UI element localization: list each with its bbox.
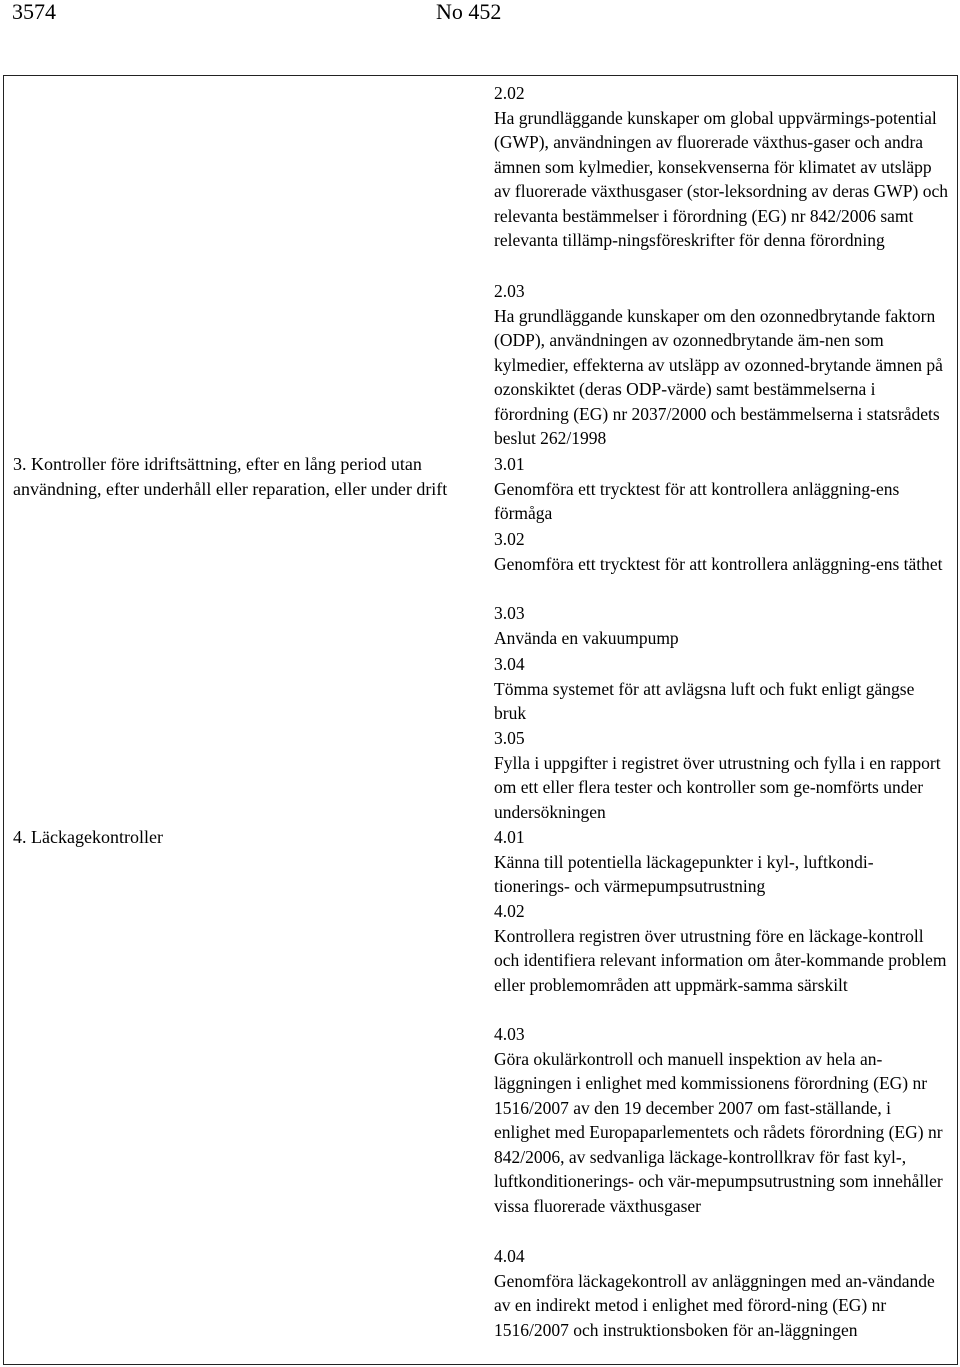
item-code: 3.01 [494,454,525,474]
item-3-02 [494,527,949,576]
section-4-title: 4. Läckagekontroller [13,827,163,847]
item-code: 2.02 [494,83,525,103]
item-4-02 [494,899,949,997]
item-text: Ha grundläggande kunskaper om global uppvärmings-potential (GWP), användningen av fluorerade växthus-gaser och andra ämnen som kylmedier, konsekvenserna för klimatet av utsläpp av fluorerade växthusgaser (stor-leksordning av deras GWP) och relevanta bestämmelser i förordning (EG) nr 842/2006 samt relevanta tillämp-ningsföreskrifter för denna förordning [494,107,949,250]
item-4-04 [494,1244,949,1342]
item-text: Använda en vakuumpump [494,627,679,648]
section-3-title: 3. Kontroller före idriftsättning, efter en lång period utan användning, efter underhåll eller reparation, eller under drift [13,454,448,499]
page-header [0,0,960,40]
item-3-03 [494,601,949,650]
item-code: 2.03 [494,281,525,301]
item-code: 4.02 [494,901,525,921]
item-2-02 [494,81,949,253]
page-number: 3574 [12,0,56,24]
item-text: Genomföra ett trycktest för att kontrollera anläggning-ens täthet [494,553,943,574]
item-text: Fylla i uppgifter i registret över utrustning och fylla i en rapport om ett eller flera tester och kontroller som ge-nomförts under undersökningen [494,752,941,822]
item-text: Kontrollera registren över utrustning före en läckage-kontroll och identifiera relevant information om åter-kommande problem eller problemområden att uppmärk-samma särskilt [494,925,947,995]
item-code: 3.05 [494,728,525,748]
item-code: 4.03 [494,1024,525,1044]
item-4-03 [494,1022,949,1218]
item-2-03 [494,279,949,451]
item-code: 4.01 [494,827,525,847]
item-text: Tömma systemet för att avlägsna luft och fukt enligt gängse bruk [494,678,915,723]
item-code: 4.04 [494,1246,525,1266]
item-3-01 [494,452,949,526]
item-4-01 [494,825,949,899]
content-table [3,75,958,1365]
item-code: 3.04 [494,654,525,674]
item-code: 3.03 [494,603,525,623]
item-text: Göra okulärkontroll och manuell inspektion av hela an-läggningen i enlighet med kommissionens förordning (EG) nr 1516/2007 av den 19 december 2007 om fast-ställande, i enlighet med Europaparlementets och rådets förordning (EG) nr 842/2006, av sedvanliga läckage-kontrollkrav för fast kyl-, luftkonditionerings- och vär-mepumpsutrustning som innehåller vissa fluorerade växthusgaser [494,1048,943,1216]
item-code: 3.02 [494,529,525,549]
item-3-04 [494,652,949,726]
document-number: No 452 [436,0,502,24]
item-3-05 [494,726,949,824]
item-text: Ha grundläggande kunskaper om den ozonnedbrytande faktorn (ODP), användningen av ozonnedbrytande äm-nen som kylmedier, effekterna av utsläpp av ozonned-brytande ämnen på ozonskiktet (deras ODP-värde) samt bestämmelserna i förordning (EG) nr 2037/2000 och bestämmelserna i statsrådets beslut 262/1998 [494,305,943,448]
item-text: Genomföra ett trycktest för att kontrollera anläggning-ens förmåga [494,478,900,523]
item-text: Genomföra läckagekontroll av anläggningen med an-vändande av en indirekt metod i enlighet med förord-ning (EG) nr 1516/2007 och instruktionsboken för an-läggningen [494,1270,935,1340]
item-text: Känna till potentiella läckagepunkter i kyl-, luftkondi-tionerings- och värmepumpsutrustning [494,851,874,896]
